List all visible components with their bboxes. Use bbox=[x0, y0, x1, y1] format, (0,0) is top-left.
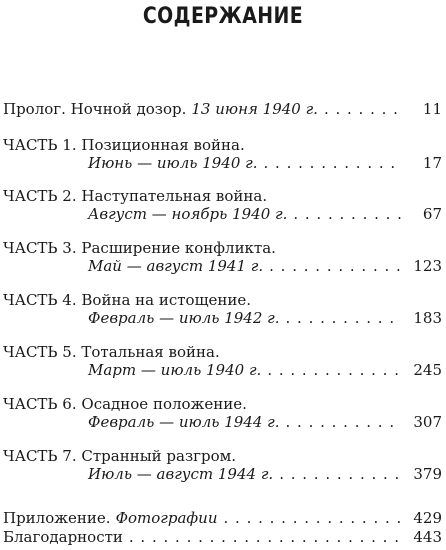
toc-entry-part-4 bbox=[0, 291, 446, 327]
toc-entry-part-1 bbox=[0, 136, 446, 172]
page-number: 123 bbox=[413, 257, 442, 275]
toc-line bbox=[0, 509, 446, 527]
page-number: 307 bbox=[413, 413, 442, 431]
toc-line bbox=[0, 100, 446, 118]
toc-line bbox=[0, 413, 446, 431]
toc-line bbox=[0, 447, 446, 465]
toc-entry-part-2 bbox=[0, 187, 446, 223]
part-label: ЧАСТЬ 6. Осадное положение. bbox=[3, 395, 247, 413]
toc-line bbox=[0, 187, 446, 205]
dot-leader bbox=[286, 309, 403, 327]
toc-line bbox=[0, 361, 446, 379]
entry-label: Приложение. bbox=[3, 509, 111, 527]
page-number: 67 bbox=[422, 205, 442, 223]
dot-leader bbox=[267, 361, 402, 379]
page-number: 17 bbox=[422, 154, 442, 172]
part-label: ЧАСТЬ 1. Позиционная война. bbox=[3, 136, 245, 154]
dot-leader bbox=[224, 509, 403, 527]
dot-leader bbox=[129, 528, 402, 546]
part-label: ЧАСТЬ 7. Странный разгром. bbox=[3, 447, 237, 465]
toc-line bbox=[0, 343, 446, 361]
dot-leader bbox=[269, 257, 402, 275]
part-label: ЧАСТЬ 3. Расширение конфликта. bbox=[3, 239, 276, 257]
page-number: 379 bbox=[413, 465, 442, 483]
toc-entry-appendix bbox=[0, 509, 446, 527]
page-number: 245 bbox=[413, 361, 442, 379]
page-number: 11 bbox=[422, 100, 442, 118]
toc-line bbox=[0, 465, 446, 483]
toc-entry-part-6 bbox=[0, 395, 446, 431]
part-dates: Май — август 1941 г. bbox=[88, 257, 264, 275]
part-dates: Март — июль 1940 г. bbox=[88, 361, 262, 379]
toc-entry-thanks bbox=[0, 528, 446, 546]
toc-line bbox=[0, 291, 446, 309]
toc-entry-part-5 bbox=[0, 343, 446, 379]
dot-leader bbox=[324, 100, 402, 118]
toc-line bbox=[0, 309, 446, 327]
toc-line bbox=[0, 395, 446, 413]
toc-entry-part-3 bbox=[0, 239, 446, 275]
part-dates: Август — ноябрь 1940 г. bbox=[88, 205, 288, 223]
page-title: СОДЕРЖАНИЕ bbox=[142, 4, 304, 29]
part-label: ЧАСТЬ 2. Наступательная война. bbox=[3, 187, 268, 205]
entry-date: 13 июня 1940 г. bbox=[191, 100, 318, 118]
entry-label: Благодарности bbox=[3, 528, 123, 546]
part-dates: Февраль — июль 1942 г. bbox=[88, 309, 280, 327]
toc-entry-part-7 bbox=[0, 447, 446, 483]
toc-entry-prologue bbox=[0, 100, 446, 118]
dot-leader bbox=[293, 205, 402, 223]
entry-label: Пролог. Ночной дозор. bbox=[3, 100, 187, 118]
part-label: ЧАСТЬ 5. Тотальная война. bbox=[3, 343, 220, 361]
page-number: 429 bbox=[413, 509, 442, 527]
part-label: ЧАСТЬ 4. Война на истощение. bbox=[3, 291, 252, 309]
dot-leader bbox=[279, 465, 402, 483]
part-dates: Июнь — июль 1940 г. bbox=[88, 154, 258, 172]
part-dates: Июль — август 1944 г. bbox=[88, 465, 274, 483]
toc-line bbox=[0, 205, 446, 223]
page-number: 443 bbox=[413, 528, 442, 546]
toc-line bbox=[0, 154, 446, 172]
dot-leader bbox=[264, 154, 402, 172]
part-dates: Февраль — июль 1944 г. bbox=[88, 413, 280, 431]
toc-line bbox=[0, 136, 446, 154]
entry-italic: Фотографии bbox=[115, 509, 218, 527]
toc-line bbox=[0, 257, 446, 275]
toc-line bbox=[0, 239, 446, 257]
page-number: 183 bbox=[413, 309, 442, 327]
toc-line bbox=[0, 528, 446, 546]
dot-leader bbox=[286, 413, 403, 431]
